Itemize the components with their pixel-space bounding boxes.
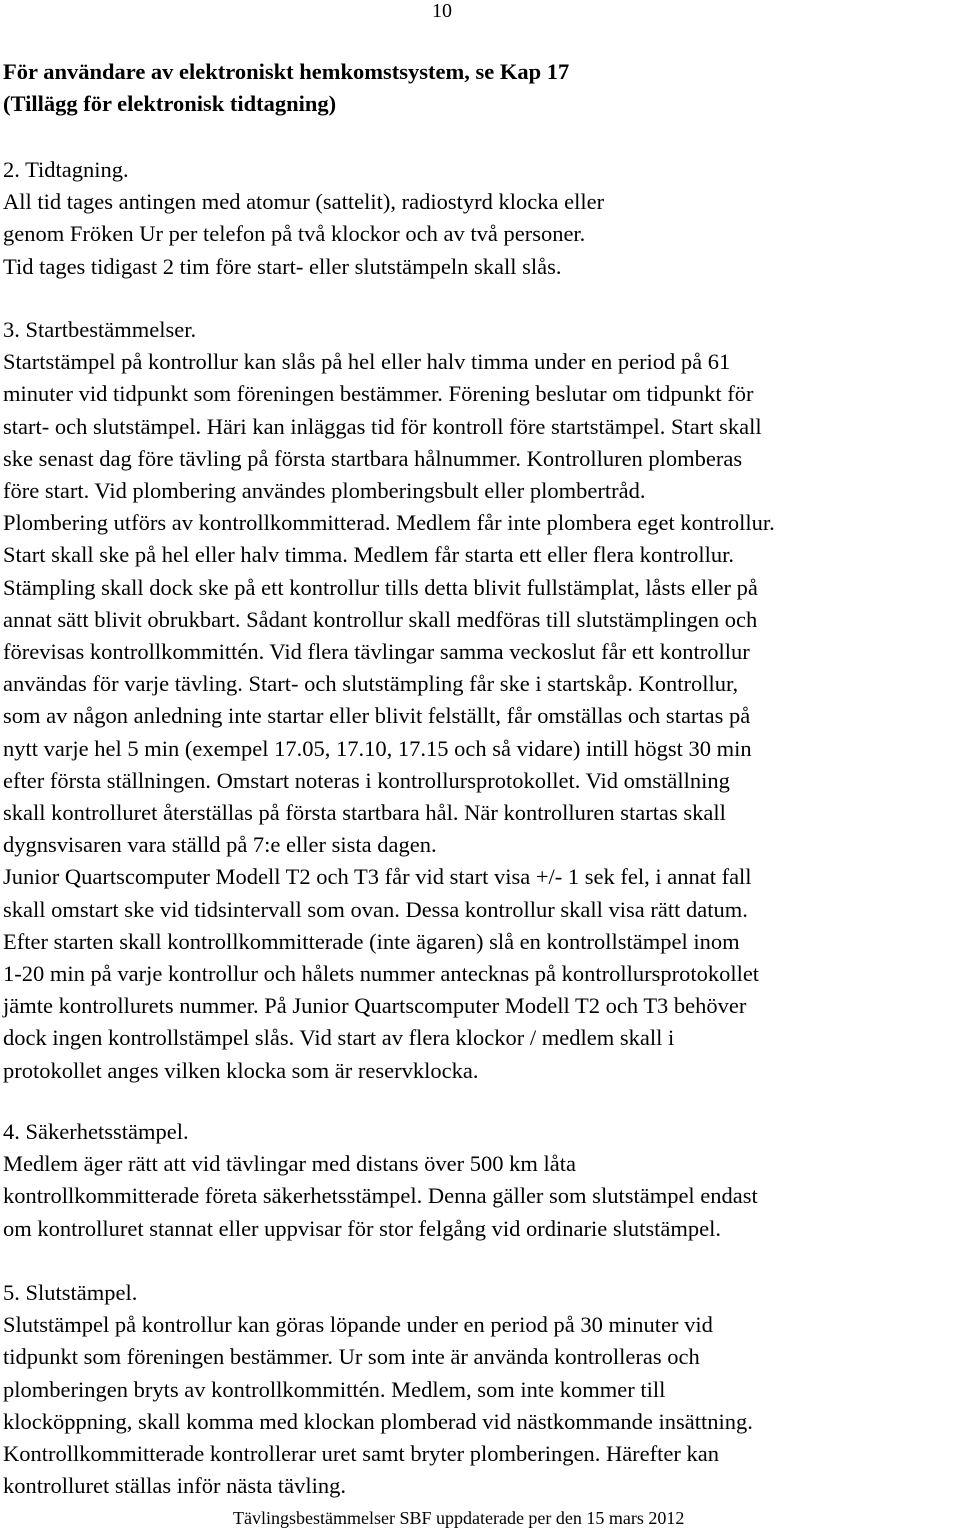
body-line: om kontrolluret stannat eller uppvisar för stor felgång vid ordinarie slutstämpel. — [3, 1215, 721, 1241]
section-startbestammelser — [3, 314, 958, 1087]
body-line: Stämpling skall dock ske på ett kontrollur tills detta blivit fullstämplat, låsts eller på — [3, 574, 758, 600]
body-line: nytt varje hel 5 min (exempel 17.05, 17.10, 17.15 och så vidare) intill högst 30 min — [3, 735, 752, 761]
body-line: Slutstämpel på kontrollur kan göras löpande under en period på 30 minuter vid — [3, 1312, 713, 1338]
body-line: All tid tages antingen med atomur (sattelit), radiostyrd klocka eller — [3, 189, 605, 215]
body-line: efter första ställningen. Omstart noteras i kontrollursprotokollet. Vid omställning — [3, 767, 730, 793]
body-line: dock ingen kontrollstämpel slås. Vid start av flera klockor / medlem skall i — [3, 1025, 675, 1051]
section-title: 4. Säkerhetsstämpel. — [3, 1119, 189, 1144]
section-slutstampel — [3, 1277, 958, 1502]
body-line: Kontrollkommitterade kontrollerar uret samt bryter plomberingen. Härefter kan — [3, 1441, 720, 1467]
section-title: 2. Tidtagning. — [3, 157, 129, 182]
body-line: förevisas kontrollkommittén. Vid flera tävlingar samma veckoslut får ett kontrollur — [3, 639, 750, 665]
body-line: dygnsvisaren vara ställd på 7:e eller sista dagen. — [3, 832, 437, 858]
body-line: 1-20 min på varje kontrollur och hålets nummer antecknas på kontrollursprotokollet — [3, 961, 760, 987]
body-line: Startstämpel på kontrollur kan slås på hel eller halv timma under en period på 61 — [3, 349, 731, 375]
page-number: 10 — [432, 0, 452, 22]
body-line: Tid tages tidigast 2 tim före start- eller slutstämpeln skall slås. — [3, 253, 562, 279]
body-line: Medlem äger rätt att vid tävlingar med distans över 500 km låta — [3, 1151, 576, 1177]
body-line: Junior Quartscomputer Modell T2 och T3 får vid start visa +/- 1 sek fel, i annat fall — [3, 864, 752, 890]
section-title: 3. Startbestämmelser. — [3, 317, 197, 342]
body-line: genom Fröken Ur per telefon på två klockor och av två personer. — [3, 221, 586, 247]
body-line: som av någon anledning inte startar eller blivit felställt, får omställas och startas på — [3, 703, 751, 729]
body-line: klocköppning, skall komma med klockan plomberad vid nästkommande insättning. — [3, 1408, 753, 1434]
body-line: plomberingen bryts av kontrollkommittén. Medlem, som inte kommer till — [3, 1376, 666, 1402]
body-line: kontrolluret ställas inför nästa tävling. — [3, 1473, 347, 1499]
body-line: ske senast dag före tävling på första startbara hålnummer. Kontrolluren plomberas — [3, 445, 743, 471]
body-line: användas för varje tävling. Start- och slutstämpling får ske i startskåp. Kontrollur, — [3, 671, 739, 697]
body-line: skall omstart ske vid tidsintervall som ovan. Dessa kontrollur skall visa rätt datum. — [3, 896, 748, 922]
body-line: kontrollkommitterade företa säkerhetsstämpel. Denna gäller som slutstämpel endast — [3, 1183, 758, 1209]
body-line: jämte kontrollurets nummer. På Junior Quartscomputer Modell T2 och T3 behöver — [3, 993, 747, 1019]
section-sakerhetsstampel — [3, 1116, 958, 1245]
heading-line: För användare av elektroniskt hemkomstsystem, se Kap 17 — [3, 59, 570, 84]
body-line: före start. Vid plombering användes plomberingsbult eller plombertråd. — [3, 478, 646, 504]
section-tidtagning — [3, 154, 958, 283]
body-line: protokollet anges vilken klocka som är reservklocka. — [3, 1057, 479, 1083]
body-line: annat sätt blivit obrukbart. Sådant kontrollur skall medföras till slutstämplingen och — [3, 606, 758, 632]
body-line: skall kontrolluret återställas på första startbara hål. När kontrolluren startas skall — [3, 800, 726, 826]
body-line: tidpunkt som föreningen bestämmer. Ur som inte är använda kontrolleras och — [3, 1344, 700, 1370]
body-line: Plombering utförs av kontrollkommitterad. Medlem får inte plombera eget kontrollur. — [3, 510, 775, 536]
heading-line: (Tillägg för elektronisk tidtagning) — [3, 91, 337, 116]
body-line: Efter starten skall kontrollkommitterade (inte ägaren) slå en kontrollstämpel inom — [3, 928, 740, 954]
page-heading — [3, 56, 953, 120]
page-footer: Tävlingsbestämmelser SBF uppdaterade per den 15 mars 2012 — [233, 1508, 685, 1528]
body-line: start- och slutstämpel. Häri kan inläggas tid för kontroll före startstämpel. Start skall — [3, 413, 762, 439]
body-line: minuter vid tidpunkt som föreningen bestämmer. Förening beslutar om tidpunkt för — [3, 381, 754, 407]
section-title: 5. Slutstämpel. — [3, 1280, 138, 1305]
body-line: Start skall ske på hel eller halv timma. Medlem får starta ett eller flera kontrollur. — [3, 542, 734, 568]
